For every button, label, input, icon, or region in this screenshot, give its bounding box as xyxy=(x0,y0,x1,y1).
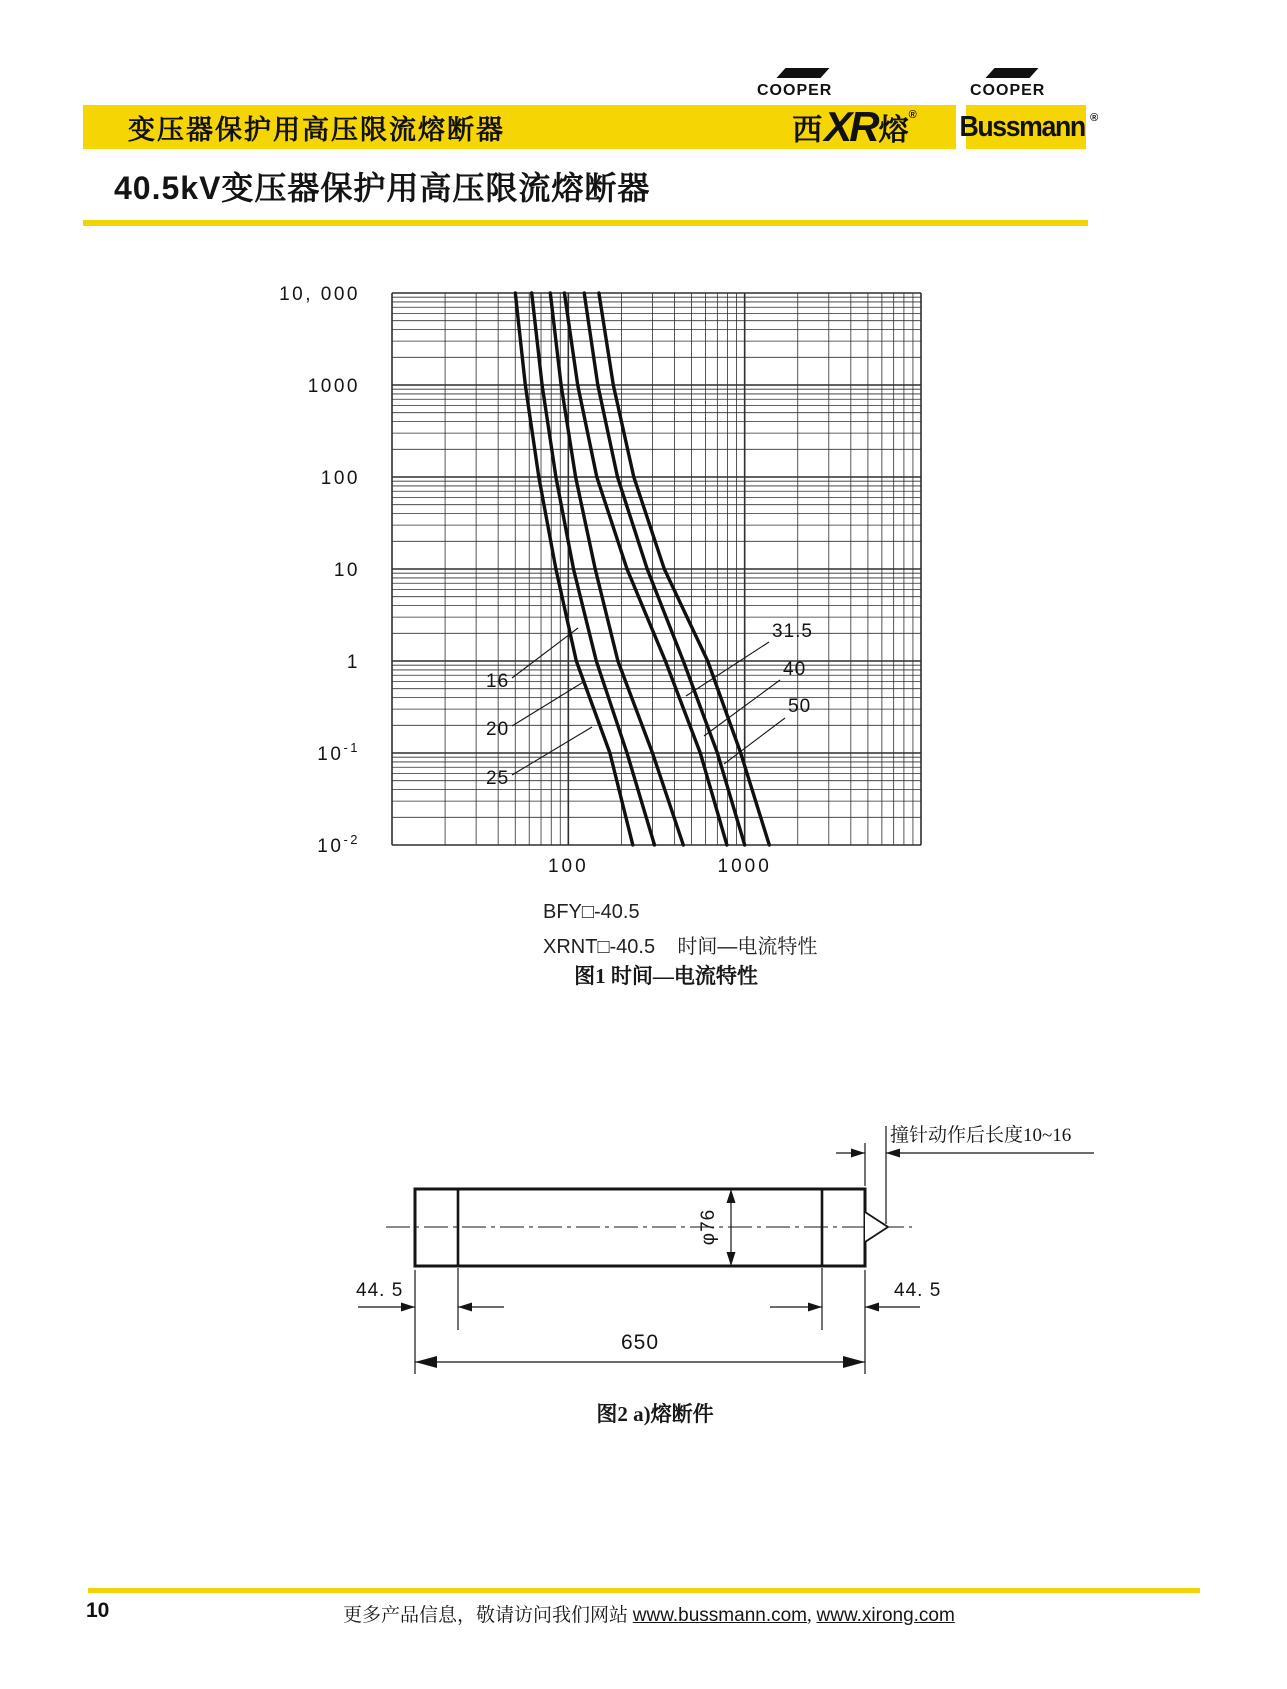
xirong-logo xyxy=(753,66,958,150)
arrow-left-icon xyxy=(886,1149,900,1158)
bussmann-wordmark: Bussmann xyxy=(959,110,1085,143)
curve-label-50: 50 xyxy=(788,696,812,717)
footer-note xyxy=(343,1600,955,1627)
arrow-right-icon xyxy=(851,1149,865,1158)
figure1-caption: 图1 时间—电流特性 xyxy=(574,964,758,988)
curve-label-20: 20 xyxy=(486,719,510,740)
x-tick-label: 100 xyxy=(547,856,589,877)
arrow-left-icon xyxy=(415,1356,437,1368)
curve-label-16: 16 xyxy=(486,671,510,692)
arrow-up-icon xyxy=(727,1189,736,1203)
arrow-right-icon xyxy=(401,1303,415,1312)
header-bar-label: 变压器保护用高压限流熔断器 xyxy=(128,114,505,145)
cooper-wordmark: COOPER xyxy=(757,82,833,99)
y-tick-label: 10 xyxy=(333,560,360,581)
label-leader-20 xyxy=(512,681,585,726)
chart-model-line-1: BFY□-40.5 xyxy=(543,901,640,923)
dim-right-label: 44. 5 xyxy=(894,1280,942,1301)
bussmann-brand-box xyxy=(959,105,1099,149)
xirong-brand-box xyxy=(753,105,956,149)
page-title: 40.5kV变压器保护用高压限流熔断器 xyxy=(114,170,651,206)
page-number: 10 xyxy=(86,1599,110,1622)
title-underline xyxy=(83,220,1088,226)
footer-link-xirong[interactable]: www.xirong.com xyxy=(816,1605,955,1626)
arrow-right-icon xyxy=(808,1303,822,1312)
arrow-left-icon xyxy=(865,1303,879,1312)
footer-note-sep: , xyxy=(807,1605,817,1626)
figure2-caption: 图2 a)熔断件 xyxy=(596,1402,714,1426)
header-bar xyxy=(83,105,753,149)
y-tick-label: 10, 000 xyxy=(279,284,360,305)
arrow-down-icon xyxy=(727,1252,736,1266)
cooper-slash-icon xyxy=(985,68,1038,78)
curve-label-25: 25 xyxy=(486,768,510,789)
cooper-slash-icon xyxy=(776,68,829,78)
y-tick-label: 100 xyxy=(320,468,360,489)
dim-total-label: 650 xyxy=(620,1331,660,1354)
x-tick-label: 1000 xyxy=(717,856,772,877)
curve-label-40: 40 xyxy=(783,659,807,680)
footer-link-bussmann[interactable]: www.bussmann.com xyxy=(632,1605,807,1626)
xr-brand-left: 西 xyxy=(792,114,823,147)
bussmann-logo xyxy=(959,66,1099,150)
chart-model-line-2: XRNT□-40.5 时间—电流特性 xyxy=(543,936,818,958)
registered-mark-icon: ® xyxy=(1090,112,1099,124)
arrow-right-icon xyxy=(843,1356,865,1368)
xr-brand-mark: XR xyxy=(824,103,877,150)
label-leader-25 xyxy=(512,727,592,775)
dim-left-label: 44. 5 xyxy=(356,1280,404,1301)
registered-mark-icon: ® xyxy=(908,109,917,121)
xr-brand-right: 熔 xyxy=(878,114,909,147)
striker-pin xyxy=(865,1212,888,1242)
footer-rule xyxy=(88,1588,1200,1593)
cooper-wordmark: COOPER xyxy=(970,82,1046,99)
diameter-dim-label: φ76 xyxy=(698,1208,719,1246)
arrow-left-icon xyxy=(458,1303,472,1312)
footer-note-text: 更多产品信息，敬请访问我们网站 xyxy=(343,1605,633,1626)
time-current-chart xyxy=(250,250,970,890)
curve-label-31.5: 31.5 xyxy=(772,621,813,642)
y-tick-label: $10^{-2}$ xyxy=(317,832,360,857)
striker-note: 撞针动作后长度10~16 xyxy=(890,1125,1072,1146)
y-tick-label: 1 xyxy=(346,652,360,673)
y-tick-label: $10^{-1}$ xyxy=(317,740,360,765)
y-tick-label: 1000 xyxy=(307,376,360,397)
